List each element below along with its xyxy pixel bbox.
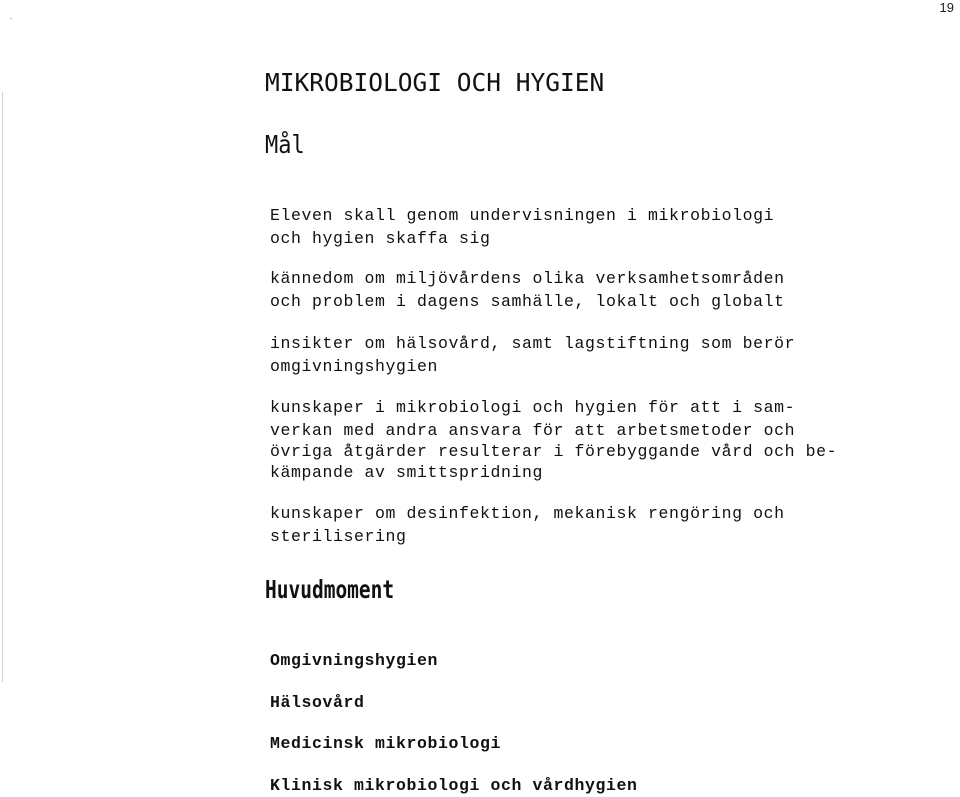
goal-4-line-2: sterilisering [270,527,407,546]
goal-3-line-4: kämpande av smittspridning [270,463,544,482]
topic-halsovard: Hälsovård [270,693,365,712]
page-number: 19 [939,0,954,15]
topic-omgivningshygien: Omgivningshygien [270,651,439,670]
goal-3-line-2: verkan med andra ansvara för att arbetsmetoder och [270,421,796,440]
goal-3-line-1: kunskaper i mikrobiologi och hygien för att i sam- [270,398,796,417]
topic-medicinsk-mikrobiologi: Medicinsk mikrobiologi [270,734,502,753]
intro-line-1: Eleven skall genom undervisningen i mikrobiologi [270,206,775,225]
intro-line-2: och hygien skaffa sig [270,229,491,248]
goal-2-line-1: insikter om hälsovård, samt lagstiftning som berör [270,334,796,353]
scan-speck [10,18,12,19]
goal-4-line-1: kunskaper om desinfektion, mekanisk rengöring och [270,504,785,523]
hyphenation-fragment: be- [805,442,838,461]
goal-2-line-2: omgivningshygien [270,357,439,376]
content-heading: Huvudmoment [265,575,395,604]
topic-klinisk-mikrobiologi: Klinisk mikrobiologi och vårdhygien [270,776,638,795]
scan-margin-line [2,92,3,682]
goals-heading: Mål [265,130,305,159]
goal-3-line-3: övriga åtgärder resulterar i förebyggande vård och be- [270,442,838,461]
goal-1-line-2: och problem i dagens samhälle, lokalt och globalt [270,292,785,311]
goal-1-line-1: kännedom om miljövårdens olika verksamhetsområden [270,269,785,288]
document-title: MIKROBIOLOGI OCH HYGIEN [265,68,605,97]
